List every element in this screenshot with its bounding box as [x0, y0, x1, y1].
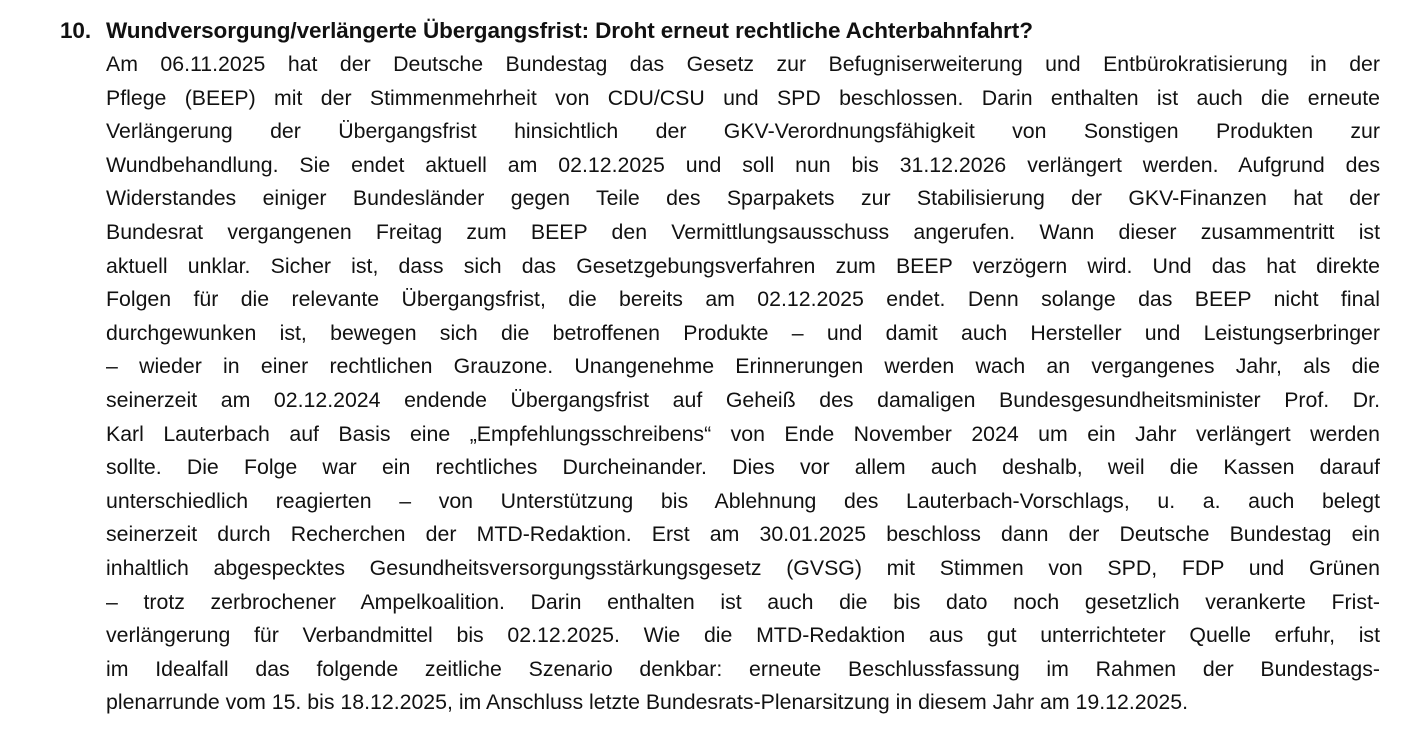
body-line: seinerzeit durch Recherchen der MTD-Redaktion. Erst am 30.01.2025 beschloss dann der Deutsche Bundestag ein	[106, 522, 1380, 547]
body-line: plenarrunde vom 15. bis 18.12.2025, im Anschluss letzte Bundesrats-Plenarsitzung in diesem Jahr am 19.12.2025.	[106, 690, 1189, 715]
body-line: sollte. Die Folge war ein rechtliches Durcheinander. Dies vor allem auch deshalb, weil die Kassen darauf	[106, 455, 1380, 480]
section-heading	[60, 14, 1380, 48]
body-line: inhaltlich abgespecktes Gesundheitsversorgungsstärkungsgesetz (GVSG) mit Stimmen von SPD, FDP und Grünen	[106, 555, 1380, 580]
body-line: unterschiedlich reagierten – von Unterstützung bis Ablehnung des Lauterbach-Vorschlags, u. a. auch belegt	[106, 488, 1380, 513]
body-line: durchgewunken ist, bewegen sich die betroffenen Produkte – und damit auch Hersteller und Leistungserbringer	[106, 320, 1380, 345]
body-line: Karl Lauterbach auf Basis eine „Empfehlungsschreibens“ von Ende November 2024 um ein Jahr verlängert werden	[106, 421, 1380, 446]
body-line: Folgen für die relevante Übergangsfrist, die bereits am 02.12.2025 endet. Denn solange das BEEP nicht final	[106, 287, 1380, 312]
section-number: 10.	[60, 18, 91, 43]
body-line: – wieder in einer rechtlichen Grauzone. Unangenehme Erinnerungen werden wach an vergangenes Jahr, als die	[106, 354, 1380, 379]
body-line: Verlängerung der Übergangsfrist hinsichtlich der GKV-Verordnungsfähigkeit von Sonstigen Produkten zur	[106, 119, 1380, 144]
body-line: Wundbehandlung. Sie endet aktuell am 02.12.2025 und soll nun bis 31.12.2026 verlängert werden. Aufgrund des	[106, 152, 1380, 177]
section-title: Wundversorgung/verlängerte Übergangsfrist: Droht erneut rechtliche Achterbahnfahrt?	[106, 18, 1033, 43]
body-line: im Idealfall das folgende zeitliche Szenario denkbar: erneute Beschlussfassung im Rahmen der Bundestags-	[106, 656, 1380, 681]
body-line: Am 06.11.2025 hat der Deutsche Bundestag das Gesetz zur Befugniserweiterung und Entbürokratisierung in der	[106, 52, 1380, 76]
body-line: Bundesrat vergangenen Freitag zum BEEP den Vermittlungsausschuss angerufen. Wann dieser zusammentritt ist	[106, 219, 1380, 244]
document-section	[60, 14, 1380, 720]
body-line: – trotz zerbrochener Ampelkoalition. Darin enthalten ist auch die bis dato noch gesetzlich verankerte Frist-	[106, 589, 1380, 614]
body-line: Widerstandes einiger Bundesländer gegen Teile des Sparpakets zur Stabilisierung der GKV-Finanzen hat der	[106, 186, 1380, 211]
body-line: Pflege (BEEP) mit der Stimmenmehrheit von CDU/CSU und SPD beschlossen. Darin enthalten ist auch die erneute	[106, 85, 1380, 110]
body-line: aktuell unklar. Sicher ist, dass sich das Gesetzgebungsverfahren zum BEEP verzögern wird. Und das hat direkte	[106, 253, 1380, 278]
body-line: verlängerung für Verbandmittel bis 02.12.2025. Wie die MTD-Redaktion aus gut unterrichteter Quelle erfuhr, ist	[106, 623, 1380, 648]
body-line: seinerzeit am 02.12.2024 endende Übergangsfrist auf Geheiß des damaligen Bundesgesundheitsminister Prof. Dr.	[106, 387, 1380, 412]
section-body	[106, 48, 1380, 720]
